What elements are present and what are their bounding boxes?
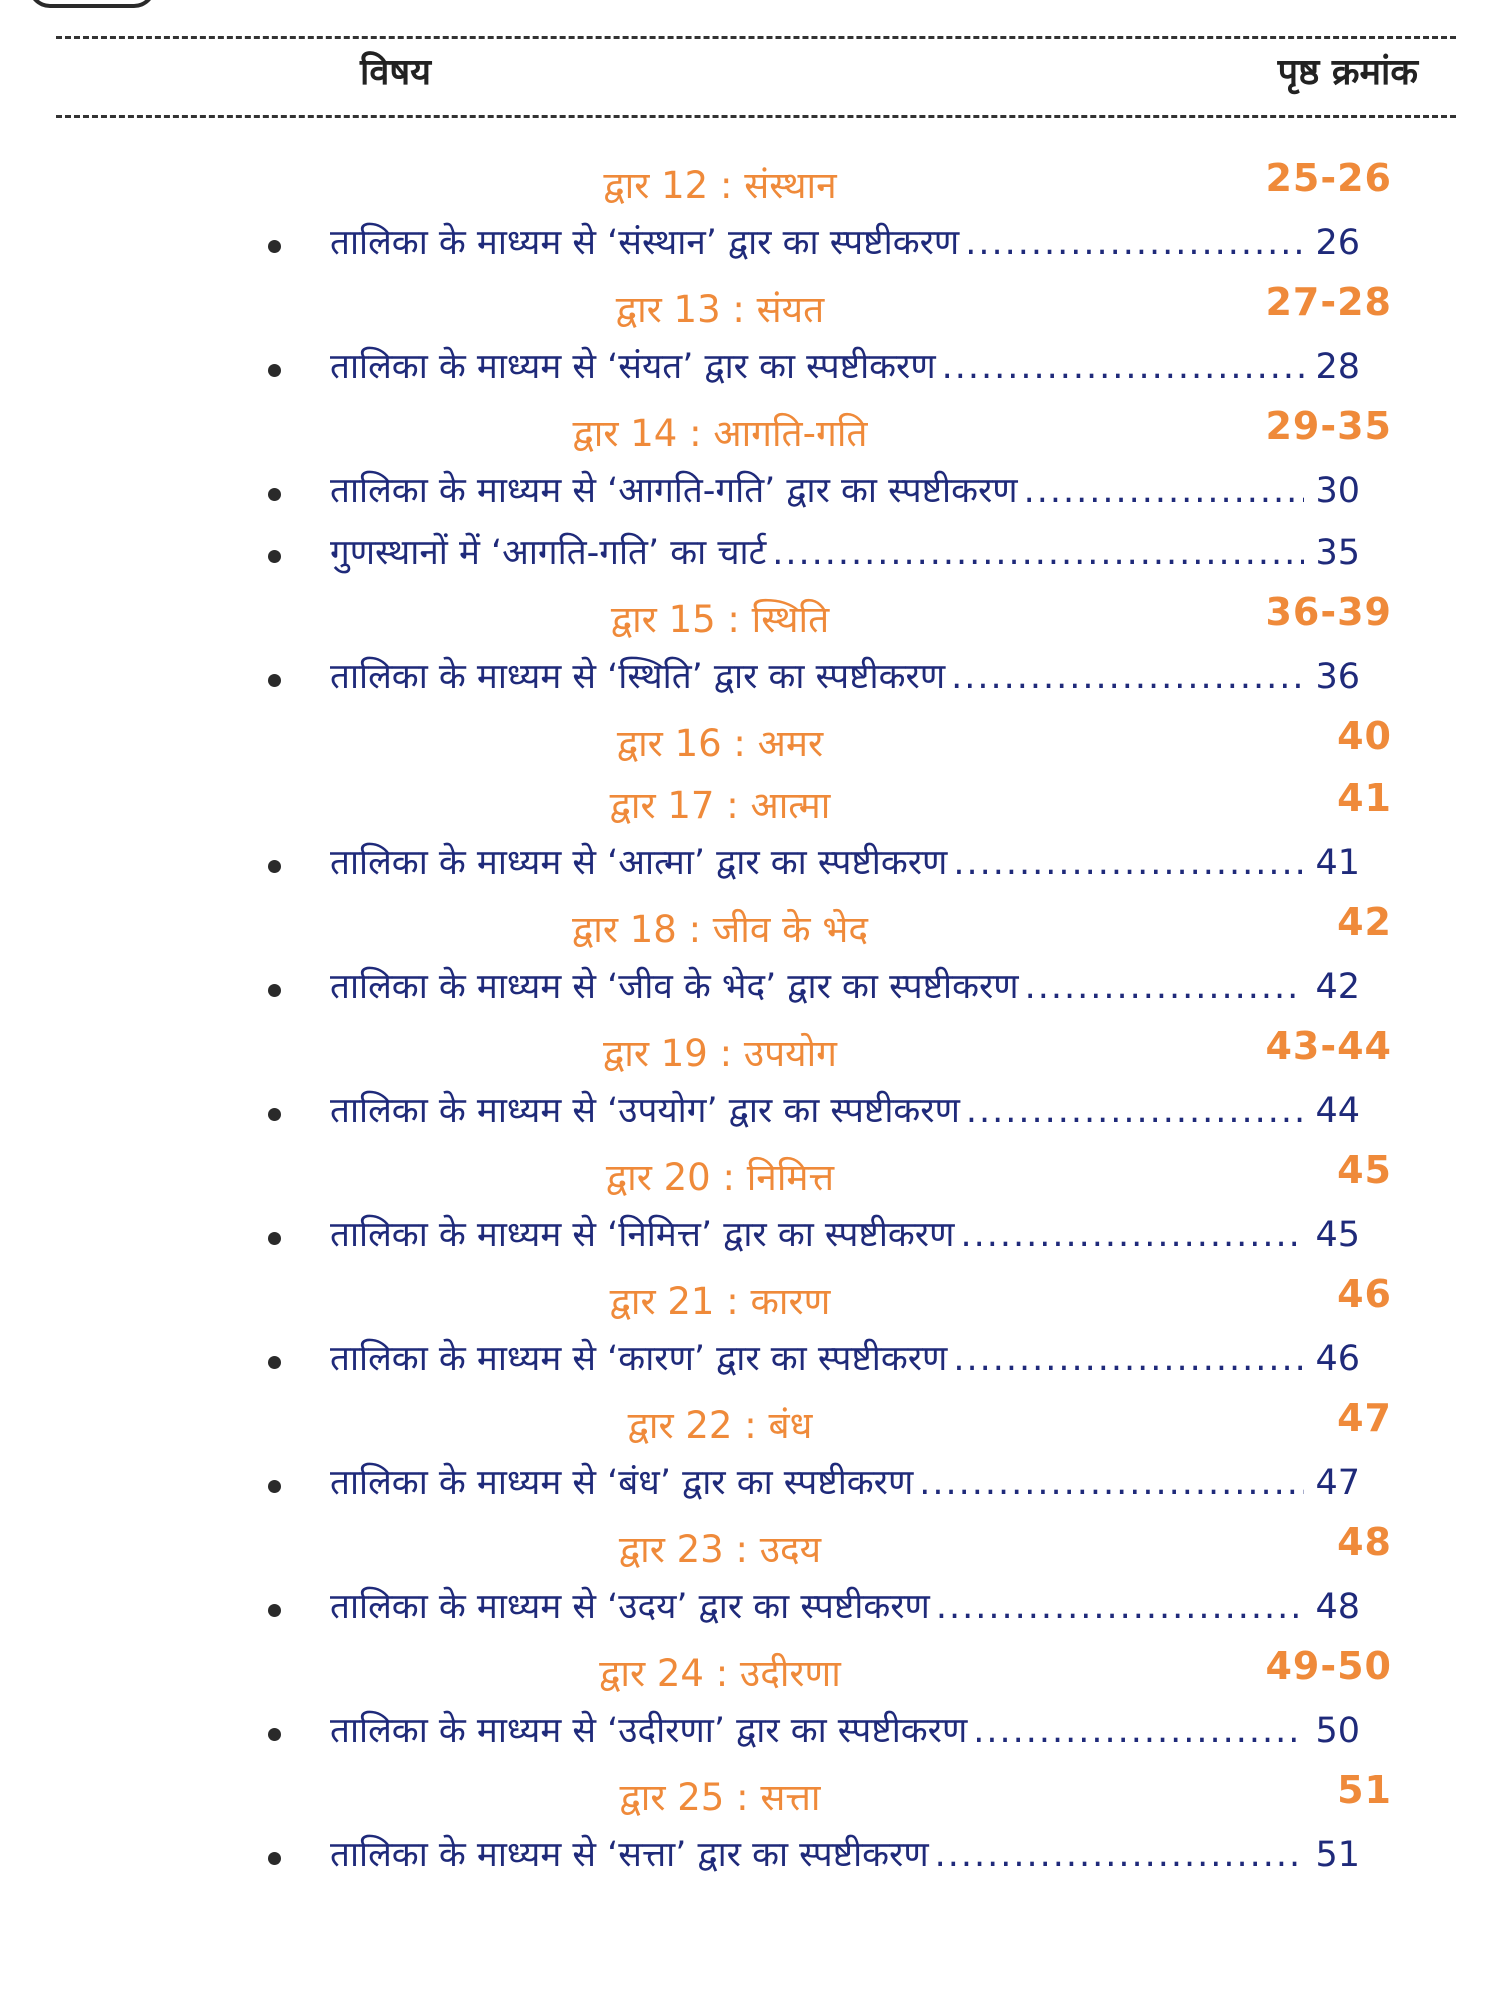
section-heading-row — [0, 1638, 1500, 1700]
toc-entry-line — [330, 838, 1360, 885]
section-heading-title: द्वार 25 : सत्ता — [619, 1776, 821, 1819]
section-heading-pages: 42 — [1337, 900, 1392, 944]
section-heading-pages: 48 — [1337, 1520, 1392, 1564]
toc-entry-line — [330, 1086, 1360, 1133]
dot-leader — [960, 1215, 1304, 1255]
toc-entry-page: 45 — [1315, 1215, 1360, 1255]
dot-leader — [953, 1339, 1304, 1379]
toc-entry-text: तालिका के माध्यम से ‘उपयोग’ द्वार का स्पष्टीकरण — [330, 1091, 960, 1131]
bullet-icon — [268, 674, 281, 687]
toc-entry-text: तालिका के माध्यम से ‘उदीरणा’ द्वार का स्पष्टीकरण — [330, 1711, 968, 1751]
column-header-subject: विषय — [360, 52, 432, 93]
toc-entry-line — [330, 1458, 1360, 1505]
toc-entry-page: 42 — [1315, 967, 1360, 1007]
toc-entry-page: 46 — [1315, 1339, 1360, 1379]
toc-entry-line — [330, 218, 1360, 265]
toc-entry-text: तालिका के माध्यम से ‘संस्थान’ द्वार का स्पष्टीकरण — [330, 223, 960, 263]
corner-decoration — [28, 0, 156, 8]
toc-entry-page: 47 — [1315, 1463, 1360, 1503]
toc-entry-row — [0, 832, 1500, 894]
dot-leader — [772, 533, 1304, 573]
section-heading-title: द्वार 12 : संस्थान — [603, 164, 837, 207]
section-heading-row — [0, 150, 1500, 212]
section-heading-row — [0, 1018, 1500, 1080]
section-heading-pages: 49-50 — [1265, 1644, 1392, 1688]
bullet-icon — [268, 860, 281, 873]
section-heading-title: द्वार 14 : आगति-गति — [572, 412, 868, 455]
toc-entry-text: तालिका के माध्यम से ‘निमित्त’ द्वार का स्पष्टीकरण — [330, 1215, 955, 1255]
column-header-page-number: पृष्ठ क्रमांक — [1277, 52, 1418, 93]
toc-entry-page: 48 — [1315, 1587, 1360, 1627]
toc-entry-row — [0, 212, 1500, 274]
dot-leader — [935, 1835, 1304, 1875]
section-heading-row — [0, 1390, 1500, 1452]
section-heading-row — [0, 770, 1500, 832]
section-heading-title: द्वार 18 : जीव के भेद — [571, 908, 869, 951]
toc-entry-text: तालिका के माध्यम से ‘जीव के भेद’ द्वार का स्पष्टीकरण — [330, 967, 1019, 1007]
toc-entry-text: तालिका के माध्यम से ‘कारण’ द्वार का स्पष्टीकरण — [330, 1339, 948, 1379]
dot-leader — [919, 1463, 1304, 1503]
bullet-icon — [268, 1356, 281, 1369]
section-heading-pages: 36-39 — [1265, 590, 1392, 634]
bullet-icon — [268, 984, 281, 997]
toc-entry-line — [330, 1582, 1360, 1629]
dot-leader — [1024, 471, 1304, 511]
section-heading-title: द्वार 13 : संयत — [615, 288, 825, 331]
dot-leader — [973, 1711, 1304, 1751]
toc-entry-text: तालिका के माध्यम से ‘सत्ता’ द्वार का स्पष्टीकरण — [330, 1835, 929, 1875]
section-heading-row — [0, 584, 1500, 646]
section-heading-row — [0, 894, 1500, 956]
toc-entry-line — [330, 466, 1360, 513]
toc-entry-page: 36 — [1315, 657, 1360, 697]
toc-entry-row — [0, 1080, 1500, 1142]
section-heading-title: द्वार 16 : अमर — [616, 722, 824, 765]
bullet-icon — [268, 364, 281, 377]
toc-entry-page: 51 — [1315, 1835, 1360, 1875]
toc-entry-text: तालिका के माध्यम से ‘आत्मा’ द्वार का स्पष्टीकरण — [330, 843, 948, 883]
bullet-icon — [268, 1108, 281, 1121]
dot-leader — [936, 1587, 1304, 1627]
toc-entry-page: 28 — [1315, 347, 1360, 387]
toc-entry-row — [0, 956, 1500, 1018]
section-heading-pages: 45 — [1337, 1148, 1392, 1192]
toc-entry-text: तालिका के माध्यम से ‘आगति-गति’ द्वार का स्पष्टीकरण — [330, 471, 1018, 511]
toc-entry-row — [0, 1576, 1500, 1638]
toc-entry-row — [0, 1824, 1500, 1886]
dot-leader — [942, 347, 1304, 387]
section-heading-pages: 43-44 — [1265, 1024, 1392, 1068]
section-heading-pages: 41 — [1337, 776, 1392, 820]
bullet-icon — [268, 550, 281, 563]
toc-entry-line — [330, 528, 1360, 575]
toc-entry-text: तालिका के माध्यम से ‘संयत’ द्वार का स्पष्टीकरण — [330, 347, 936, 387]
bullet-icon — [268, 1232, 281, 1245]
toc-entry-page: 44 — [1315, 1091, 1360, 1131]
toc-entry-text: तालिका के माध्यम से ‘उदय’ द्वार का स्पष्टीकरण — [330, 1587, 930, 1627]
bullet-icon — [268, 1852, 281, 1865]
section-heading-title: द्वार 17 : आत्मा — [609, 784, 831, 827]
toc-entry-row — [0, 646, 1500, 708]
bullet-icon — [268, 1480, 281, 1493]
toc-entry-line — [330, 342, 1360, 389]
toc-entry-page: 35 — [1315, 533, 1360, 573]
section-heading-row — [0, 1266, 1500, 1328]
toc-entry-line — [330, 962, 1360, 1009]
header-rule-bottom — [56, 115, 1456, 118]
toc-entry-row — [0, 522, 1500, 584]
bullet-icon — [268, 1604, 281, 1617]
toc-entry-row — [0, 1204, 1500, 1266]
section-heading-pages: 29-35 — [1265, 404, 1392, 448]
section-heading-title: द्वार 24 : उदीरणा — [599, 1652, 841, 1695]
section-heading-row — [0, 1762, 1500, 1824]
toc-entry-row — [0, 1700, 1500, 1762]
section-heading-title: द्वार 15 : स्थिति — [610, 598, 830, 641]
dot-leader — [951, 657, 1304, 697]
toc-entry-line — [330, 652, 1360, 699]
section-heading-row — [0, 708, 1500, 770]
toc-entry-text: गुणस्थानों में ‘आगति-गति’ का चार्ट — [330, 533, 767, 573]
section-heading-title: द्वार 22 : बंध — [627, 1404, 813, 1447]
toc-entry-page: 30 — [1315, 471, 1360, 511]
table-of-contents — [0, 150, 1500, 1886]
toc-entry-line — [330, 1334, 1360, 1381]
toc-entry-row — [0, 460, 1500, 522]
section-heading-title: द्वार 21 : कारण — [609, 1280, 831, 1323]
toc-entry-page: 50 — [1315, 1711, 1360, 1751]
section-heading-row — [0, 274, 1500, 336]
bullet-icon — [268, 488, 281, 501]
toc-entry-line — [330, 1210, 1360, 1257]
toc-entry-text: तालिका के माध्यम से ‘स्थिति’ द्वार का स्पष्टीकरण — [330, 657, 946, 697]
toc-entry-page: 26 — [1315, 223, 1360, 263]
bullet-icon — [268, 240, 281, 253]
section-heading-row — [0, 1514, 1500, 1576]
section-heading-title: द्वार 20 : निमित्त — [605, 1156, 835, 1199]
section-heading-pages: 27-28 — [1265, 280, 1392, 324]
header-rule-top — [56, 36, 1456, 39]
section-heading-title: द्वार 19 : उपयोग — [603, 1032, 837, 1075]
dot-leader — [953, 843, 1304, 883]
section-heading-pages: 40 — [1337, 714, 1392, 758]
toc-entry-row — [0, 1452, 1500, 1514]
dot-leader — [966, 1091, 1304, 1131]
section-heading-title: द्वार 23 : उदय — [618, 1528, 822, 1571]
section-heading-pages: 25-26 — [1265, 156, 1392, 200]
section-heading-pages: 47 — [1337, 1396, 1392, 1440]
toc-entry-text: तालिका के माध्यम से ‘बंध’ द्वार का स्पष्टीकरण — [330, 1463, 914, 1503]
dot-leader — [1025, 967, 1304, 1007]
section-heading-pages: 51 — [1337, 1768, 1392, 1812]
toc-entry-page: 41 — [1315, 843, 1360, 883]
dot-leader — [965, 223, 1304, 263]
toc-entry-line — [330, 1706, 1360, 1753]
toc-entry-row — [0, 336, 1500, 398]
section-heading-pages: 46 — [1337, 1272, 1392, 1316]
toc-entry-row — [0, 1328, 1500, 1390]
section-heading-row — [0, 398, 1500, 460]
bullet-icon — [268, 1728, 281, 1741]
section-heading-row — [0, 1142, 1500, 1204]
toc-entry-line — [330, 1830, 1360, 1877]
